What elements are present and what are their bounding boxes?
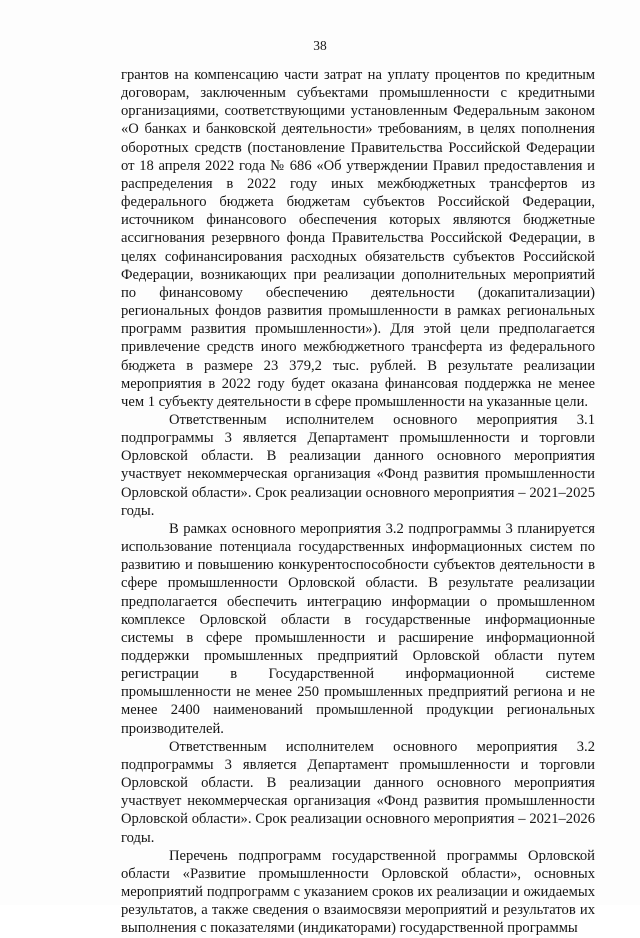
paragraph-5: Перечень подпрограмм государственной программы Орловской области «Развитие промышленности Орловской области», основных мероприятий подпрограмм с указанием сроков их реализации и ожидаемых результатов, а также сведения о взаимосвязи мероприятий и результатов их выполнения с показателями (индикаторами) государственной программы: [121, 847, 595, 937]
paragraph-2: Ответственным исполнителем основного мероприятия 3.1 подпрограммы 3 является Департамент промышленности и торговли Орловской области. В реализации данного основного мероприятия участвует некоммерческая организация «Фонд развития промышленности Орловской области». Срок реализации основного мероприятия – 2021–2025 годы.: [121, 411, 595, 519]
document-body: [121, 66, 595, 938]
paragraph-4: Ответственным исполнителем основного мероприятия 3.2 подпрограммы 3 является Департамент промышленности и торговли Орловской области. В реализации данного основного мероприятия участвует некоммерческая организация «Фонд развития промышленности Орловской области». Срок реализации основного мероприятия – 2021–2026 годы.: [121, 738, 595, 846]
paragraph-3: В рамках основного мероприятия 3.2 подпрограммы 3 планируется использование потенциала государственных информационных систем по развитию и повышению конкурентоспособности субъектов деятельности в сфере промышленности Орловской области. В результате реализации предполагается обеспечить интеграцию информации о промышленном комплексе Орловской области в государственные информационные системы в сфере промышленности и расширение информационной поддержки промышленных предприятий Орловской области путем регистрации в Государственной информационной системе промышленности не менее 250 промышленных предприятий региона и не менее 2400 наименований промышленной продукции региональных производителей.: [121, 520, 595, 737]
page-number: 38: [313, 38, 327, 53]
paragraph-1: грантов на компенсацию части затрат на уплату процентов по кредитным договорам, заключенным субъектами промышленности с кредитными организациями, соответствующими установленным Федеральным законом «О банках и банковской деятельности» требованиям, в целях пополнения оборотных средств (постановление Правительства Российской Федерации от 18 апреля 2022 года № 686 «Об утверждении Правил предоставления и распределения в 2022 году иных межбюджетных трансфертов из федерального бюджета бюджетам субъектов Российской Федерации, источником финансового обеспечения которых являются бюджетные ассигнования резервного фонда Правительства Российской Федерации, в целях софинансирования расходных обязательств субъектов Российской Федерации, возникающих при реализации дополнительных мероприятий по финансовому обеспечению деятельности (докапитализации) региональных фондов развития промышленности в рамках региональных программ развития промышленности»). Для этой цели предполагается привлечение средств иного межбюджетного трансферта из федерального бюджета в размере 23 379,2 тыс. рублей. В результате реализации мероприятия в 2022 году будет оказана финансовая поддержка не менее чем 1 субъекту деятельности в сфере промышленности на указанные цели.: [121, 67, 595, 410]
